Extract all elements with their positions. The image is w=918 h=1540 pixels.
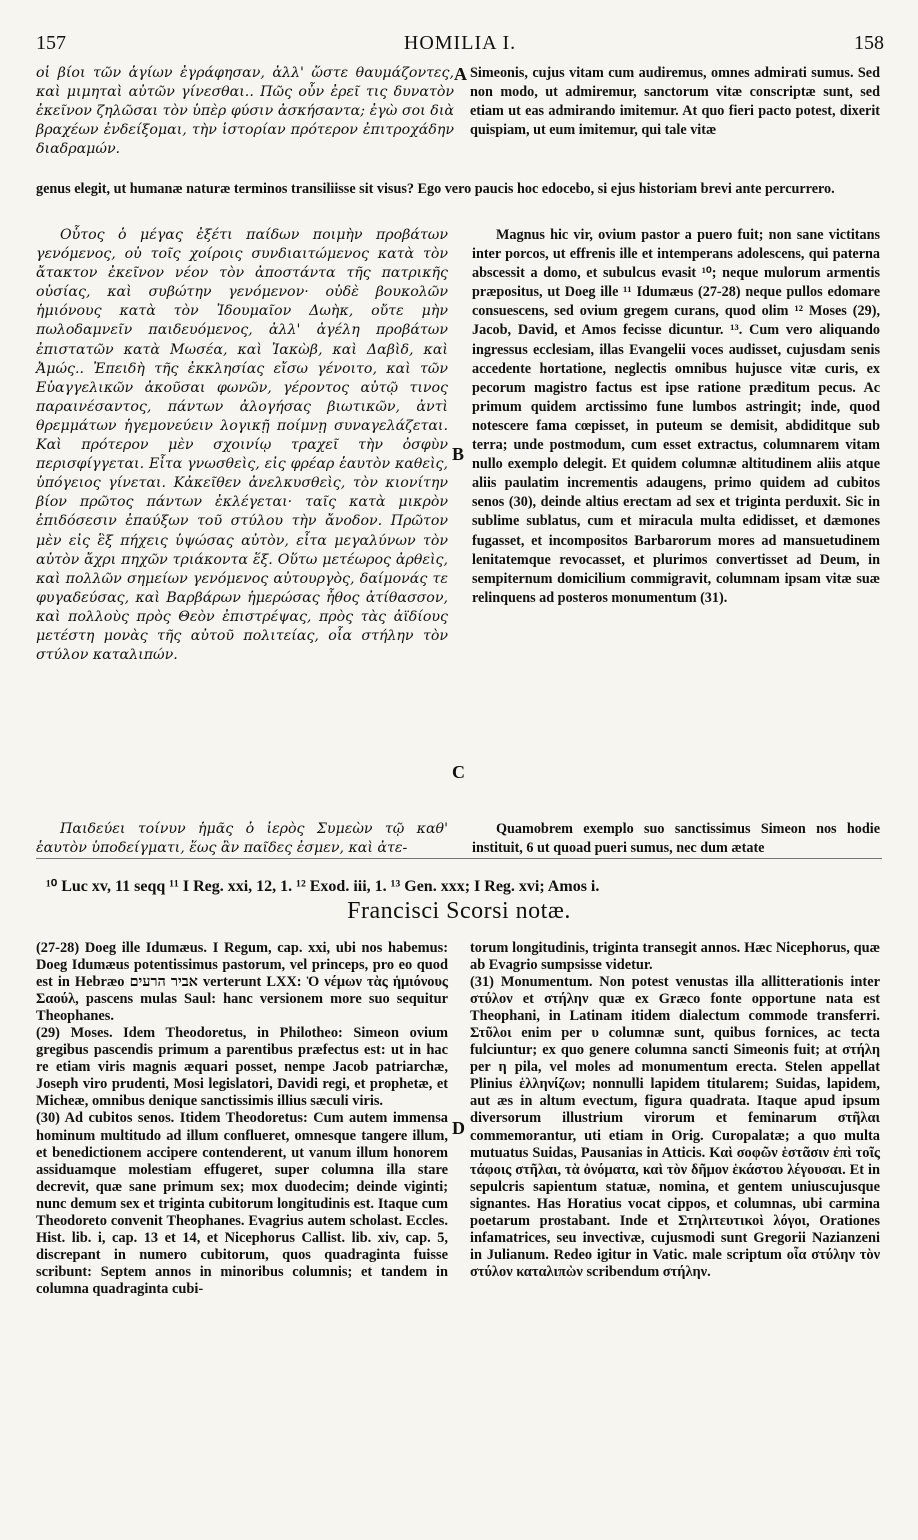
margin-letter-c: C	[452, 762, 465, 782]
notes-title: Francisci Scorsi notæ.	[347, 898, 571, 924]
page-number-left: 157	[36, 32, 66, 54]
notes-left-column	[36, 940, 448, 1298]
latin-main-column	[472, 226, 880, 608]
greek-continuation-text: Παιδεύει τοίνυν ἡμᾶς ὁ ἱερὸς Συμεὼν τῷ καθ' ἑαυτὸν ὑποδείγματι, ἕως ἂν παῖδες ἐσμεν, καὶ ἀτε-	[36, 821, 448, 857]
note-31: (31) Monumentum. Non potest venustas illa allitterationis inter στύλον et στήλην quæ ex Græco fonte opportune nata est Theophani, in Latinam itidem dialectum commode transferri. Στῦλοι enim per υ columnæ sunt, quibus fornices, ac tecta fulciuntur; ex quo genere columna sancti Simeonis fuit; at στήλη per η pila, vel moles ad monumentum erecta. Stelen appellat Plinius ἑλληνίζων; nonnulli lapidem titularem; Suidas, lapidem, aut æs in altum evectum, figura quadrata. Itaque apud ipsum diversorum illustrium virorum et feminarum στῆλαι commemorantur, uti etiam in Orig. Curopalatæ; a quo multa mutuatus Suidas, Pausanias in Atticis. Καὶ σοφῶν ἑστᾶσιν ἐπὶ τοῖς τάφοις στῆλαι, τὰ ὀνόματα, καὶ τὸν δῆμον ἑκάστου λέγουσαι. Et in sepulcris sapientum statuæ, nomina, et gentem uniuscujusque signantes. Has Horatius vocat cippos, et columnas, ubi carmina poetarum prostabant. Inde et Στηλιτευτικοὶ λόγοι, Orationes infamatrices, seu invectivæ, cujusmodi sunt Gregorii Nazianzeni in Julianum. Redeo igitur in Vatic. male scriptum οἷα στύλην τὸν στύλον καταλιπὼν scribendum στήλην.	[470, 974, 880, 1280]
greek-intro	[36, 64, 454, 159]
margin-letter-a: A	[454, 64, 467, 84]
footnote-rule	[36, 858, 882, 859]
page-header	[36, 32, 884, 56]
note-30-continued: torum longitudinis, triginta transegit annos. Hæc Nicephorus, quæ ab Evagrio sumpsisse videtur.	[470, 940, 880, 974]
greek-intro-text: οἱ βίοι τῶν ἁγίων ἐγράφησαν, ἀλλ' ὥστε θαυμάζοντες, καὶ μιμηταὶ αὐτῶν γίνεσθαι.. Πῶς οὖν ἐρεῖ τις δυνατὸν ἐκεῖνον ζηλῶσαι τὸν ὑπὲρ φύσιν ἀσκήσαντα; ἐγὼ σοι διὰ βραχέων ἐνδείξομαι, τὴν ἱστορίαν πρότερον ἐπιτροχάδην διαδραμών.	[36, 65, 454, 158]
latin-main-text: Magnus hic vir, ovium pastor a puero fuit; non sane victitans inter porcos, ut effrenis ille et intemperans adolescens, qui paterna abscessit a domo, et subulcus evasit ¹⁰; neque mulorum armentis præpositus, ut Doeg ille ¹¹ Idumæus (27-28) neque pullos edomare consuescens, sed ovium gregem curans, quod olim ¹² Moses (29), Jacob, David, et Amos fecisse dicuntur. ¹³. Cum vero aliquando ingressus ecclesiam, illas Evangelii voces audisset, cujusdam senis accedente hortatione, neglectis omnibus hujusce vitæ curis, ex pecorum magistro factus est ipse ratione præditum pecus. Ac primum quidem arctissimo fune lumbos astringit; inde, quod notescere fama cœpisset, in puteum se demisit, abdiditque sub terra; unde postmodum, cum esset extractus, columnarem vitam nullo exemplo delegit. Et quidem columnæ altitudinem aliis atque aliis paulatim incrementis adaugens, primo quidem ad cubitos senos (30), deinde altius erectam ad sex et triginta perduxit. Sic in sublime sublatus, cum et miracula multa edidisset, et dæmones fugasset, et incompositos Barbarorum mores ad mansuetudinem lenitatemque revocasset, et plurimos convertisset ad Deum, in sempiternum domicilium commigravit, columnam ipsam vitæ suæ relinquens ad posteros monumentum (31).	[472, 227, 880, 606]
latin-intro	[470, 64, 880, 140]
note-27-28: (27-28) Doeg ille Idumæus. I Regum, cap. xxi, ubi nos habemus: Doeg Idumæus potentissimus pastorum, vel princeps, pro eo quod est in Hebræo אביר הרעים verterunt LXX: Ὁ νέμων τὰς ἡμιόνους Σαούλ, pascens mulas Saul: hanc versionem more suo sequitur Theophanes.	[36, 940, 449, 1025]
greek-main-text: Οὗτος ὁ μέγας ἐξέτι παίδων ποιμὴν προβάτων γενόμενος, οὐ τοῖς χοίροις συνδιαιτώμενος κατὰ τὸν ἄτακτον ἐκεῖνον νέον τὸν ἀποστάντα τῆς πατρικῆς οὐσίας, καὶ συβώτην γενόμενον· οὐδὲ βουκολῶν ἡμιόνους κατὰ τὸν Ἰδουμαῖον Δωὴκ, οὔτε μὴν πωλοδαμνεῖν παιδευόμενος, ἀλλ' ἀγέλη προβάτων ἐπιστατῶν κατὰ Μωσέα, καὶ Ἰακὼβ, καὶ Δαβὶδ, καὶ Ἀμώς.. Ἐπειδὴ τῆς ἐκκλησίας εἴσω γένοιτο, καὶ τῶν Εὐαγγελικῶν ἀκοῦσαι φωνῶν, γέροντος αὐτῷ τινος παραινέσαντος, πάντων ἀλογήσας βιωτικῶν, ἀντὶ θρεμμάτων ἡγεμονεύειν λογικῇ ποίμνῃ συναγελάζεται. Καὶ πρότερον μὲν σχοινίῳ τραχεῖ τὴν ὀσφὺν περισφίγγεται. Εἶτα γνωσθεὶς, εἰς φρέαρ ἑαυτὸν καθεὶς, ὑπόγειος γίνεται. Κἀκεῖθεν ἀνελκυσθεὶς, τὸν κιονίτην βίον πρῶτος πάντων ἐκλέγεται· ταῖς κατὰ μικρὸν ἐπιδόσεσιν ἐπαύξων τοῦ στύλου τὴν ἄνοδον. Πρῶτον μὲν εἰς ἓξ πήχεις ὑψώσας αὐτὸν, εἶτα μεγαλύνων τὸν αὐτὸν ἄχρι πηχῶν τριάκοντα ἕξ. Οὕτω μετέωρος ἀρθεὶς, καὶ πολλῶν σημείων γενόμενος αὐτουργὸς, δαίμονάς τε φυγαδεύσας, καὶ Βαρβάρων ἡμερώσας ἦθος ἀτίθασσον, καὶ πολλοὺς πρὸς Θεὸν ἐπιστρέψας, πρὸς τὰς ἀϊδίους μετέστη μονὰς τῆς αὐτοῦ πολιτείας, οἷα στήλην τὸν στύλον καταλιπών.	[36, 227, 448, 664]
running-title: HOMILIA I.	[403, 32, 517, 54]
spanning-line-text: genus elegit, ut humanæ naturæ terminos transiliisse sit visus? Ego vero paucis hoc edocebo, si ejus historiam brevi ante percurrero.	[36, 181, 835, 197]
margin-letter-b: B	[452, 444, 465, 464]
greek-main-column	[36, 226, 448, 665]
notes-right-column	[470, 940, 880, 1281]
spanning-line	[36, 180, 880, 199]
note-30: (30) Ad cubitos senos. Itidem Theodoretus: Cum autem immensa hominum multitudo ad illum conflueret, omnesque tangere illum, et benedictionem accipere contenderent, ut vanum illum honorem assiduamque molestiam effugeret, super columna illa stare decrevit, quæ sane primum sex; mox duodecim; deinde viginti; nunc demum sex et triginta cubitorum longitudinis est. Itaque cum Theodoreto convenit Theophanes. Evagrius autem scholast. Eccles. Hist. lib. i, cap. 13 et 14, et Nicephorus Callist. lib. xiv, cap. 5, discrepant in numero cubitorum, quos quadraginta fuisse scribunt: Septem annos in minoribus columnis; et tandem in columna quadraginta cubi-	[36, 1110, 448, 1297]
greek-continuation	[36, 820, 448, 858]
note-29: (29) Moses. Idem Theodoretus, in Philotheo: Simeon ovium gregibus pascendis primum a parentibus præfectus est: ut in hac re etiam viris magnis æquari posset, nempe Jacob patriarchæ, Joseph viro prudenti, Mosi legislatori, Davidi regi, et prophetæ, et Micheæ, omnibus denique sanctissimis illius sæculi viris.	[36, 1025, 448, 1110]
page-number-right: 158	[854, 32, 884, 54]
latin-continuation	[472, 820, 880, 858]
footnotes: ¹⁰ Luc xv, 11 seqq ¹¹ I Reg. xxi, 12, 1. ¹² Exod. iii, 1. ¹³ Gen. xxx; I Reg. xvi; Amos i.	[46, 878, 600, 895]
latin-continuation-text: Quamobrem exemplo suo sanctissimus Simeon nos hodie instituit, 6 ut quoad pueri sumus, nec dum ætate	[472, 821, 880, 857]
latin-intro-text: Simeonis, cujus vitam cum audiremus, omnes admirati sumus. Sed non modo, ut admiremur, sanctorum vitæ conscriptæ sunt, sed etiam ut eas admirando imitemur. At quo fieri pacto potest, dixerit quispiam, ut eum imitemur, qui tale vitæ	[470, 65, 880, 139]
margin-letter-d: D	[452, 1118, 465, 1138]
